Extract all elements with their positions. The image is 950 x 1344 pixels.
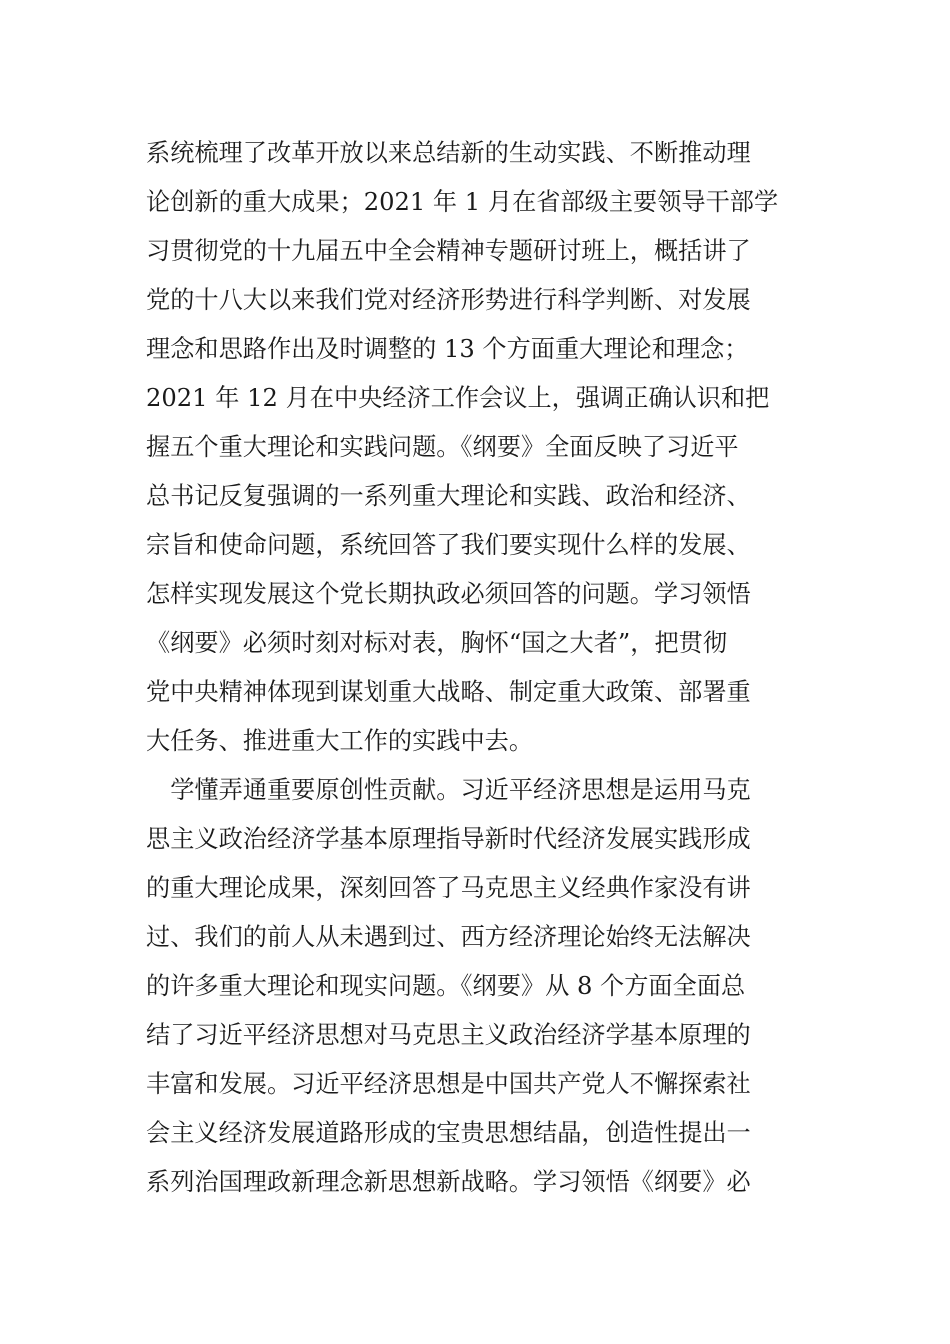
text-line: 2021 年 12 月在中央经济工作会议上，强调正确认识和把 — [146, 384, 770, 412]
text-line: 思主义政治经济学基本原理指导新时代经济发展实践形成 — [146, 825, 751, 853]
text-line: 会主义经济发展道路形成的宝贵思想结晶，创造性提出一 — [146, 1119, 751, 1147]
text-line: 党中央精神体现到谋划重大战略、制定重大政策、部署重 — [146, 678, 751, 706]
text-line: 丰富和发展。习近平经济思想是中国共产党人不懈探索社 — [146, 1070, 751, 1098]
text-line: 的重大理论成果，深刻回答了马克思主义经典作家没有讲 — [146, 874, 751, 902]
text-line: 系统梳理了改革开放以来总结新的生动实践、不断推动理 — [146, 139, 751, 167]
text-line: 学懂弄通重要原创性贡献。习近平经济思想是运用马克 — [146, 776, 751, 804]
text-line: 宗旨和使命问题，系统回答了我们要实现什么样的发展、 — [146, 531, 751, 559]
text-line: 《纲要》必须时刻对标对表，胸怀“国之大者”，把贯彻 — [146, 629, 728, 657]
text-line: 握五个重大理论和实践问题。《纲要》全面反映了习近平 — [146, 433, 739, 461]
paragraph-1 — [146, 129, 806, 766]
text-line: 理念和思路作出及时调整的 13 个方面重大理论和理念； — [146, 335, 749, 363]
text-line: 过、我们的前人从未遇到过、西方经济理论始终无法解决 — [146, 923, 751, 951]
text-line: 的许多重大理论和现实问题。《纲要》从 8 个方面全面总 — [146, 972, 746, 1000]
text-line: 大任务、推进重大工作的实践中去。 — [146, 727, 534, 755]
text-line: 党的十八大以来我们党对经济形势进行科学判断、对发展 — [146, 286, 751, 314]
text-line: 总书记反复强调的一系列重大理论和实践、政治和经济、 — [146, 482, 751, 510]
text-line: 怎样实现发展这个党长期执政必须回答的问题。学习领悟 — [146, 580, 751, 608]
text-line: 习贯彻党的十九届五中全会精神专题研讨班上，概括讲了 — [146, 237, 751, 265]
text-line: 系列治国理政新理念新思想新战略。学习领悟《纲要》必 — [146, 1168, 751, 1196]
text-line: 结了习近平经济思想对马克思主义政治经济学基本原理的 — [146, 1021, 751, 1049]
text-line: 论创新的重大成果；2021 年 1 月在省部级主要领导干部学 — [146, 188, 779, 216]
paragraph-2 — [146, 766, 806, 1207]
